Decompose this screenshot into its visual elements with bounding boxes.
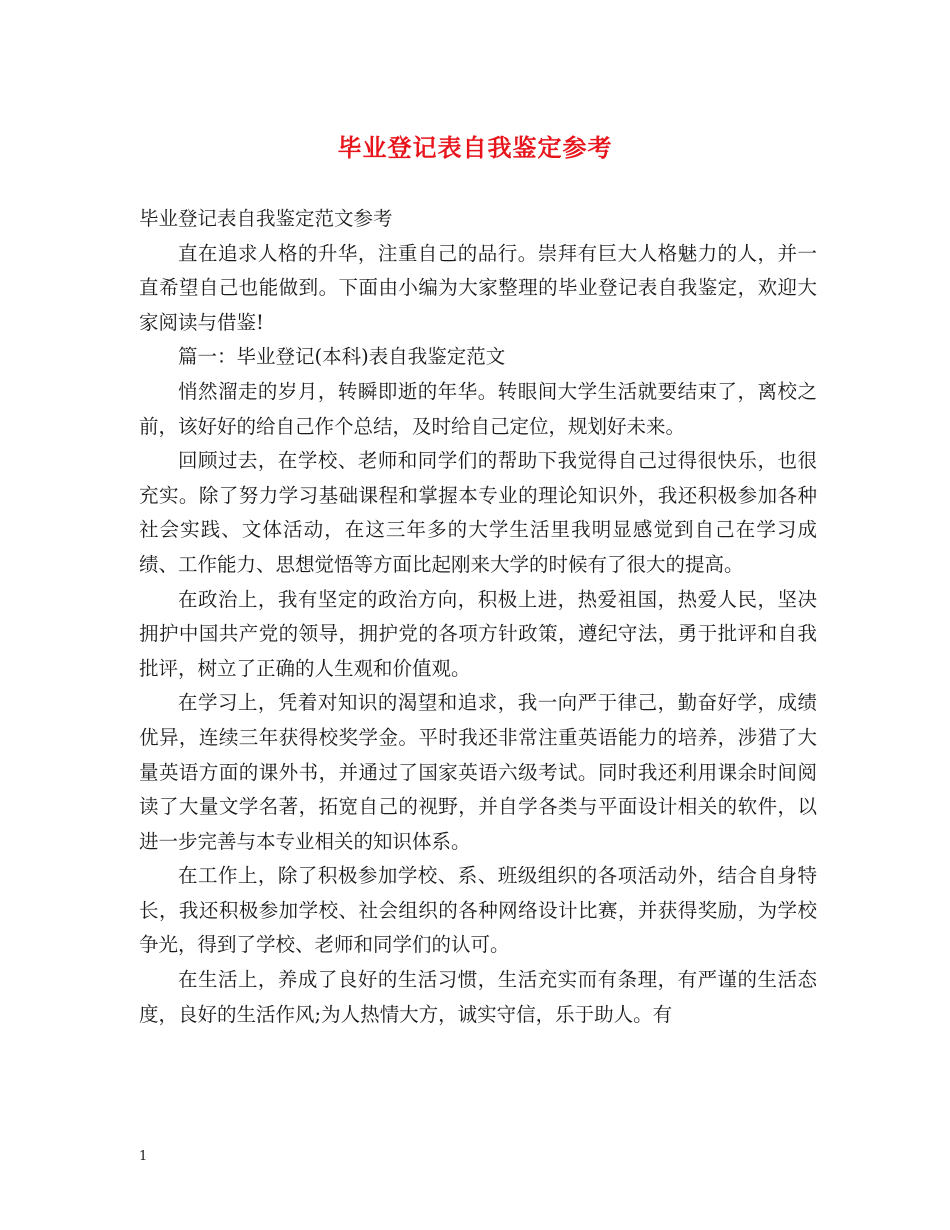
paragraph-subtitle: 毕业登记表自我鉴定范文参考 [139,207,393,230]
paragraph: 回顾过去，在学校、老师和同学们的帮助下我觉得自己过得很快乐，也很充实。除了努力学习基础课程和掌握本专业的理论知识外，我还积极参加各种社会实践、文体活动，在这三年多的大学生活里我明显感觉到自己在学习成绩、工作能力、思想觉悟等方面比起刚来大学的时候有了很大的提高。 [139,449,817,576]
paragraph-politics: 在政治上，我有坚定的政治方向，积极上进，热爱祖国，热爱人民，坚决拥护中国共产党的领导，拥护党的各项方针政策，遵纪守法，勇于批评和自我批评，树立了正确的人生观和价值观。 [139,587,817,680]
paragraph-study: 在学习上，凭着对知识的渴望和追求，我一向严于律己，勤奋好学，成绩优异，连续三年获得校奖学金。平时我还非常注重英语能力的培养，涉猎了大量英语方面的课外书，并通过了国家英语六级考试。同时我还利用课余时间阅读了大量文学名著，拓宽自己的视野，并自学各类与平面设计相关的软件，以进一步完善与本专业相关的知识体系。 [139,691,817,853]
document-body [139,202,817,1032]
document-title: 毕业登记表自我鉴定参考 [337,133,613,162]
paragraph: 悄然溜走的岁月，转瞬即逝的年华。转眼间大学生活就要结束了，离校之前，该好好的给自己作个总结，及时给自己定位，规划好未来。 [139,379,817,438]
section-heading: 篇一：毕业登记(本科)表自我鉴定范文 [178,345,506,369]
paragraph-work: 在工作上，除了积极参加学校、系、班级组织的各项活动外，结合自身特长，我还积极参加学校、社会组织的各种网络设计比赛，并获得奖励，为学校争光，得到了学校、老师和同学们的认可。 [139,864,817,957]
page-number: 1 [139,1149,148,1164]
paragraph-life: 在生活上，养成了良好的生活习惯，生活充实而有条理，有严谨的生活态度，良好的生活作风;为人热情大方，诚实守信，乐于助人。有 [139,968,817,1026]
paragraph-intro: 直在追求人格的升华，注重自己的品行。崇拜有巨大人格魅力的人，并一直希望自己也能做到。下面由小编为大家整理的毕业登记表自我鉴定，欢迎大家阅读与借鉴! [139,241,817,334]
